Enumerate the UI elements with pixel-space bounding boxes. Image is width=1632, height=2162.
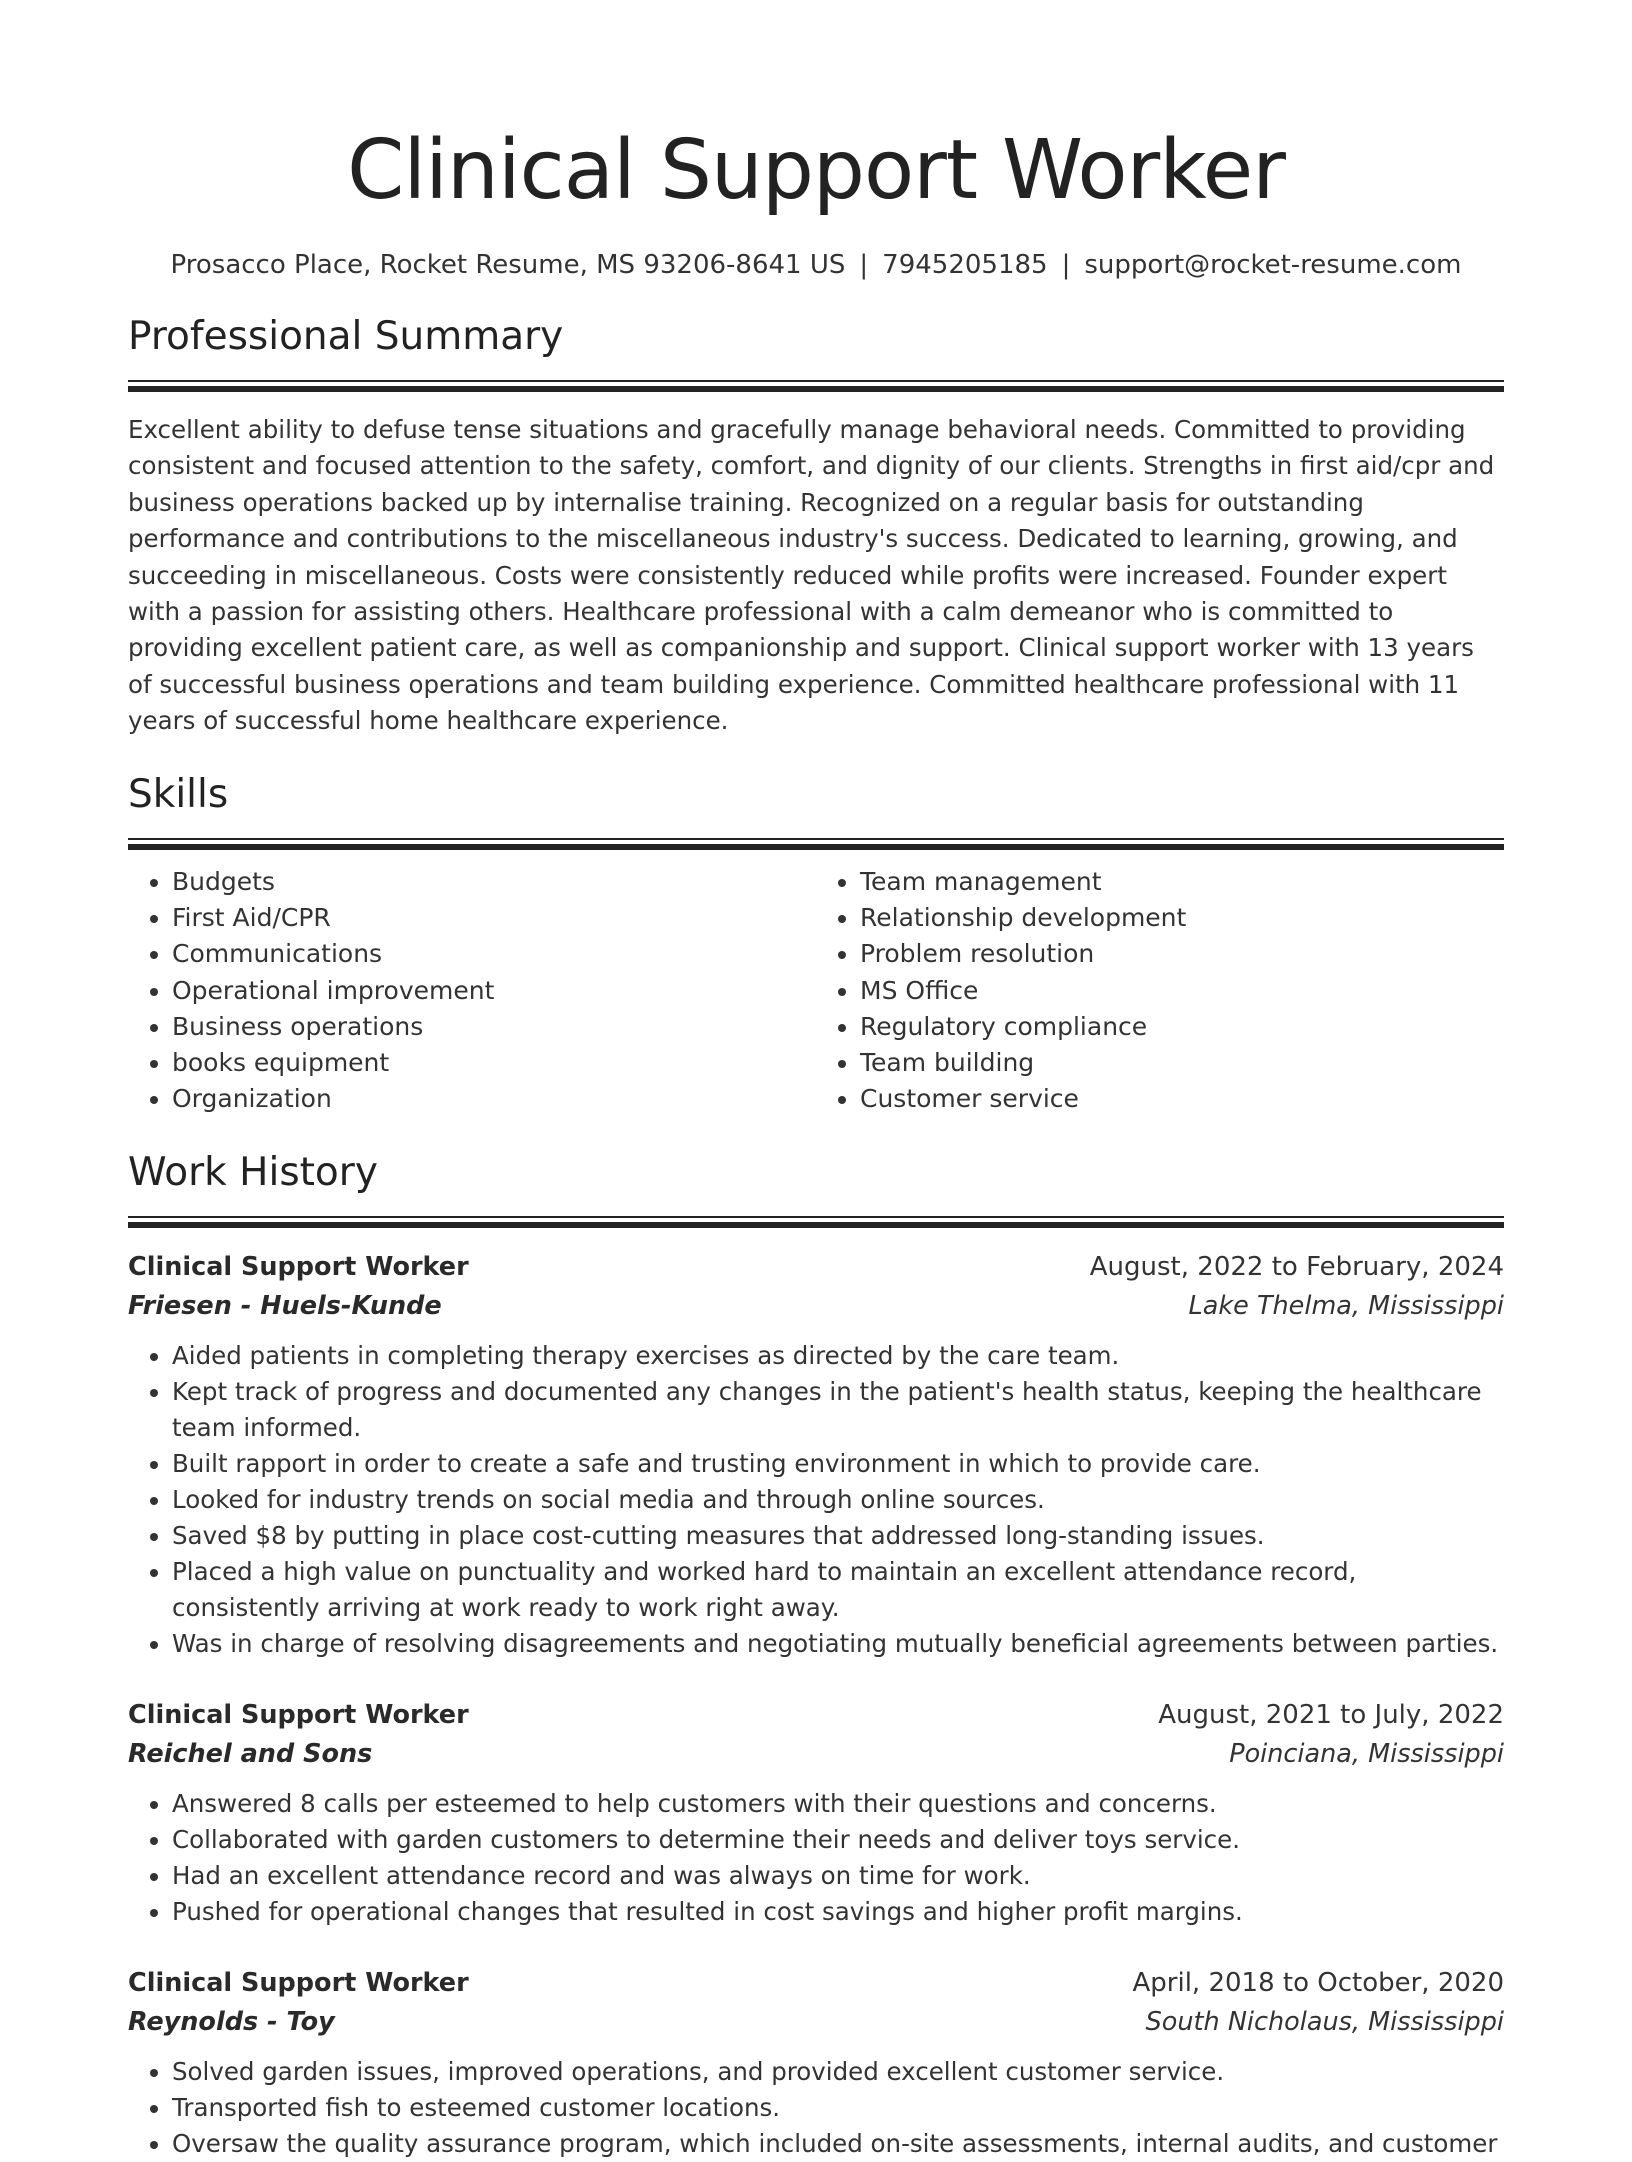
- job-location: South Nicholaus, Mississippi: [1145, 2006, 1504, 2037]
- job-entry: [128, 1696, 1504, 1930]
- contact-email: support@rocket-resume.com: [1084, 250, 1462, 280]
- skills-list-left: [128, 864, 816, 1118]
- job-entry: [128, 1964, 1504, 2162]
- job-subheader: [128, 2002, 1504, 2042]
- job-bullet: • Pushed for operational changes that resulted in cost savings and higher profit margins.: [172, 1894, 1504, 1930]
- job-company: Reynolds - Toy: [128, 2006, 335, 2037]
- job-bullet: • Solved garden issues, improved operations, and provided excellent customer service.: [172, 2054, 1504, 2090]
- skill-item: • Relationship development: [860, 900, 1504, 936]
- job-bullet: • Looked for industry trends on social media and through online sources.: [172, 1482, 1504, 1518]
- skill-item: • Business operations: [172, 1009, 816, 1045]
- skill-item: • Regulatory compliance: [860, 1009, 1504, 1045]
- job-subheader: [128, 1286, 1504, 1326]
- skill-item: • Team building: [860, 1045, 1504, 1081]
- job-bullets: [128, 2054, 1504, 2162]
- job-bullet: • Placed a high value on punctuality and worked hard to maintain an excellent attendance record, consistently arriving at work ready to work right away.: [172, 1554, 1504, 1626]
- job-bullet: • Transported fish to esteemed customer locations.: [172, 2090, 1504, 2126]
- job-bullet: • Answered 8 calls per esteemed to help customers with their questions and concerns.: [172, 1786, 1504, 1822]
- job-company: Friesen - Huels-Kunde: [128, 1290, 442, 1321]
- skill-item: • books equipment: [172, 1045, 816, 1081]
- job-header: [128, 1964, 1504, 2002]
- resume-name: Clinical Support Worker: [347, 123, 1285, 218]
- skill-item: • Operational improvement: [172, 973, 816, 1009]
- contact-line: [128, 248, 1504, 282]
- job-bullets: [128, 1786, 1504, 1930]
- summary-text: Excellent ability to defuse tense situations and gracefully manage behavioral needs. Committed to providing consistent and focused attention to the safety, comfort, and dignity of our clients. Strengths in first aid/cpr and business operations backed up by internalise training. Recognized on a regular basis for outstanding performance and contributions to the miscellaneous industry's success. Dedicated to learning, growing, and succeeding in miscellaneous. Costs were consistently reduced while profits were increased. Founder expert with a passion for assisting others. Healthcare professional with a calm demeanor who is committed to providing excellent patient care, as well as companionship and support. Clinical support worker with 13 years of successful business operations and team building experience. Committed healthcare professional with 11 years of successful home healthcare experience.: [128, 415, 1495, 736]
- skill-item: • First Aid/CPR: [172, 900, 816, 936]
- job-dates: April, 2018 to October, 2020: [1132, 1967, 1504, 1998]
- job-location: Poinciana, Mississippi: [1229, 1738, 1504, 1769]
- contact-separator: |: [1061, 250, 1071, 280]
- job-subheader: [128, 1734, 1504, 1774]
- contact-separator: |: [859, 250, 869, 280]
- section-title-skills: Skills: [128, 771, 229, 817]
- job-bullet: • Saved $8 by putting in place cost-cutting measures that addressed long-standing issues.: [172, 1518, 1504, 1554]
- job-title: Clinical Support Worker: [128, 1699, 469, 1730]
- job-header: [128, 1696, 1504, 1734]
- work-history-section: [128, 1148, 1504, 2162]
- job-location: Lake Thelma, Mississippi: [1188, 1290, 1504, 1321]
- section-title-work-history: Work History: [128, 1149, 378, 1195]
- skills-section: [128, 770, 1504, 1118]
- skill-item: • Communications: [172, 936, 816, 972]
- job-bullet: • Had an excellent attendance record and was always on time for work.: [172, 1858, 1504, 1894]
- job-dates: August, 2021 to July, 2022: [1158, 1699, 1504, 1730]
- job-bullet: • Built rapport in order to create a safe and trusting environment in which to provide care.: [172, 1446, 1504, 1482]
- skill-item: • Customer service: [860, 1081, 1504, 1117]
- job-bullet: • Aided patients in completing therapy exercises as directed by the care team.: [172, 1338, 1504, 1374]
- job-header: [128, 1248, 1504, 1286]
- skill-item: • Team management: [860, 864, 1504, 900]
- job-bullets: [128, 1338, 1504, 1662]
- contact-phone: 7945205185: [882, 250, 1048, 280]
- skills-list-right: [816, 864, 1504, 1118]
- skill-item: • Problem resolution: [860, 936, 1504, 972]
- section-divider: [128, 838, 1504, 850]
- section-divider: [128, 1216, 1504, 1228]
- job-bullet: • Collaborated with garden customers to determine their needs and deliver toys service.: [172, 1822, 1504, 1858]
- job-title: Clinical Support Worker: [128, 1251, 469, 1282]
- skill-item: • MS Office: [860, 973, 1504, 1009]
- job-company: Reichel and Sons: [128, 1738, 373, 1769]
- skills-columns: [128, 864, 1504, 1118]
- contact-address: Prosacco Place, Rocket Resume, MS 93206-8641 US: [170, 250, 846, 280]
- skill-item: • Organization: [172, 1081, 816, 1117]
- section-title-summary: Professional Summary: [128, 314, 564, 359]
- job-bullet: • Kept track of progress and documented any changes in the patient's health status, keeping the healthcare team informed.: [172, 1374, 1504, 1446]
- job-bullet: • Oversaw the quality assurance program, which included on-site assessments, internal audits, and customer: [172, 2126, 1504, 2162]
- section-divider: [128, 380, 1504, 392]
- job-entry: [128, 1248, 1504, 1662]
- skill-item: • Budgets: [172, 864, 816, 900]
- summary-section: [128, 312, 1504, 740]
- job-title: Clinical Support Worker: [128, 1967, 469, 1998]
- job-dates: August, 2022 to February, 2024: [1089, 1251, 1504, 1282]
- job-bullet: • Was in charge of resolving disagreements and negotiating mutually beneficial agreements between parties.: [172, 1626, 1504, 1662]
